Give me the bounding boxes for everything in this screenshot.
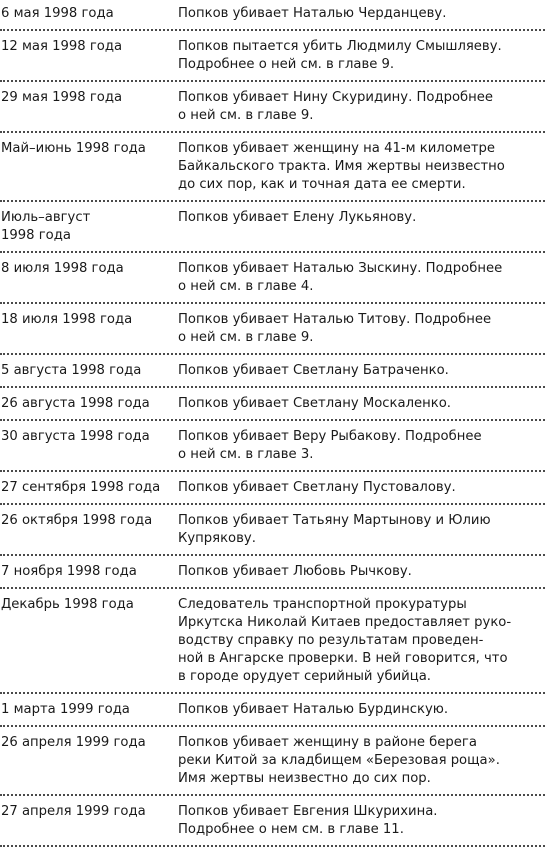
row-date: 26 апреля 1999 года	[1, 735, 146, 750]
row-date: 1 марта 1999 года	[1, 702, 130, 717]
chronology-row	[0, 421, 545, 472]
row-event: Попков убивает Елену Лукьянову.	[178, 210, 417, 225]
row-date: 7 ноября 1998 года	[1, 564, 137, 579]
row-date: 6 мая 1998 года	[1, 6, 114, 21]
chronology-row	[0, 694, 545, 727]
row-date: 8 июля 1998 года	[1, 261, 124, 276]
row-event: Попков убивает Любовь Рычкову.	[178, 564, 412, 579]
chronology-row	[0, 388, 545, 421]
row-date: Май–июнь 1998 года	[1, 141, 146, 156]
row-event: Попков убивает Светлану Москаленко.	[178, 396, 451, 411]
chronology-row	[0, 589, 545, 694]
row-date: 30 августа 1998 года	[1, 429, 150, 444]
row-event: Попков убивает Наталью Бурдинскую.	[178, 702, 449, 717]
row-date: 5 августа 1998 года	[1, 363, 142, 378]
row-event: Попков убивает Евгения Шкурихина. Подробнее о нем см. в главе 11.	[178, 804, 438, 837]
chronology-row	[0, 0, 545, 31]
row-date: Декабрь 1998 года	[1, 597, 134, 612]
row-event: Следователь транспортной прокуратуры Иркутска Николай Китаев предоставляет руко- водству справку по результатам проведен- ной в Ангарске проверки. В ней говорится, что в городе орудует серийный убийца.	[178, 597, 512, 684]
row-event: Попков убивает Наталью Титову. Подробнее о ней см. в главе 9.	[178, 312, 492, 345]
row-event: Попков убивает Веру Рыбакову. Подробнее о ней см. в главе 3.	[178, 429, 482, 462]
chronology-row	[0, 355, 545, 388]
row-date: 26 августа 1998 года	[1, 396, 150, 411]
chronology-row	[0, 253, 545, 304]
chronology-row	[0, 82, 545, 133]
chronology-row	[0, 796, 545, 847]
chronology-row	[0, 556, 545, 589]
row-event: Попков убивает Наталью Зыскину. Подробнее о ней см. в главе 4.	[178, 261, 503, 294]
chronology-row	[0, 202, 545, 253]
row-date: 27 сентября 1998 года	[1, 480, 161, 495]
row-date: 12 мая 1998 года	[1, 39, 123, 54]
chronology-row	[0, 304, 545, 355]
chronology-row	[0, 472, 545, 505]
row-date: 27 апреля 1999 года	[1, 804, 146, 819]
row-event: Попков убивает Наталью Черданцеву.	[178, 6, 447, 21]
row-event: Попков убивает Светлану Батраченко.	[178, 363, 449, 378]
row-date: Июль–август 1998 года	[1, 210, 91, 243]
row-event: Попков убивает Светлану Пустовалову.	[178, 480, 456, 495]
row-event: Попков убивает женщину в районе берега реки Китой за кладбищем «Березовая роща». Имя жертвы неизвестно до сих пор.	[178, 735, 500, 786]
row-event: Попков убивает Татьяну Мартынову и Юлию Купрякову.	[178, 513, 491, 546]
row-date: 29 мая 1998 года	[1, 90, 123, 105]
chronology-row	[0, 505, 545, 556]
row-date: 18 июля 1998 года	[1, 312, 133, 327]
chronology-row	[0, 727, 545, 796]
row-event: Попков пытается убить Людмилу Смышляеву. Подробнее о ней см. в главе 9.	[178, 39, 502, 72]
row-event: Попков убивает Нину Скуридину. Подробнее о ней см. в главе 9.	[178, 90, 493, 123]
row-event: Попков убивает женщину на 41-м километре Байкальского тракта. Имя жертвы неизвестно до сих пор, как и точная дата ее смерти.	[178, 141, 505, 192]
chronology-row	[0, 31, 545, 82]
row-date: 26 октября 1998 года	[1, 513, 153, 528]
chronology-row	[0, 133, 545, 202]
